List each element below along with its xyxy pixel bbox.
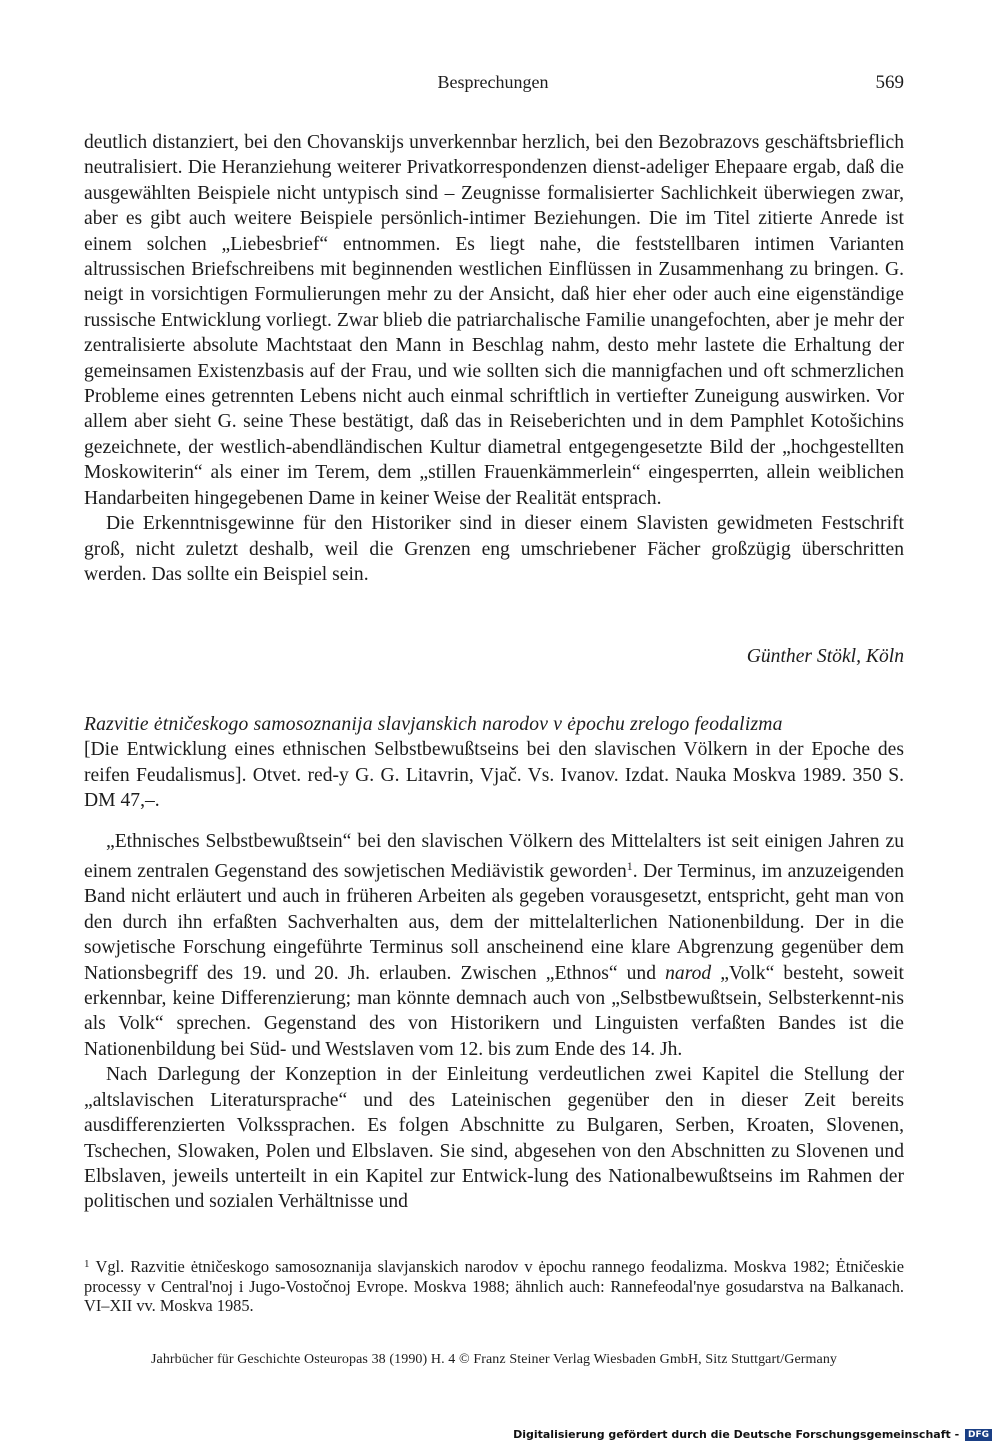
review2-heading — [84, 712, 904, 814]
footnote-mark: 1 — [84, 1258, 90, 1270]
review1-paragraph: Die Erkenntnisgewinne für den Historiker sind in dieser einem Slavisten gewidmeten Festschrift groß, nicht zuletzt deshalb, weil die Grenzen eng umschriebener Fächer großzügig überschritten werden. Das sollte ein Beispiel sein. — [84, 513, 904, 585]
running-title: Besprechungen — [437, 72, 549, 92]
book-title-first-word: Razvitie — [84, 714, 149, 735]
review2-text: „Volk“ besteht, soweit erkennbar, keine Differenzierung; man könnte demnach auch von „Selbstbewußtsein, Selbsterkennt-nis als Volk“ sprechen. Gegenstand des von Historikern und Linguisten verfaßten Bandes ist die Nationenbildung bei Süd- und Westslaven vom 12. bis zum Ende des 14. Jh. — [84, 962, 904, 1060]
review1-body — [84, 130, 904, 587]
book-title: ėtničeskogo samosoznanija slavjanskich narodov v ėpochu zrelogo feodalizma — [148, 714, 783, 735]
dfg-credit — [513, 1428, 992, 1441]
page-number: 569 — [875, 72, 904, 93]
journal-citation-footer: Jahrbücher für Geschichte Osteuropas 38 (1990) H. 4 © Franz Steiner Verlag Wiesbaden GmbH, Sitz Stuttgart/Germany — [150, 1352, 838, 1367]
review2-italic-term: narod — [665, 962, 712, 984]
review2 — [84, 712, 904, 1215]
running-head — [82, 72, 904, 98]
footnote-ref: 1 — [626, 859, 633, 874]
reviewer-signature: Günther Stökl, Köln — [746, 646, 904, 667]
review2-paragraph — [84, 829, 904, 1063]
review2-text: . Der Terminus, im anzuzeigenden Band nicht erläutert und auch in früheren Arbeiten als gegeben vorausgesetzt, entspricht, geht man von den durch ihn erfaßten Sachverhalten aus, dem der mittelalterlichen Nationenbildung. Der in die sowjetische Forschung eingeführte Terminus soll anscheinend eine klare Abgrenzung gegenüber dem Nationsbegriff des 19. und 20. Jh. erlauben. Zwischen „Ethnos“ und — [84, 861, 904, 984]
review2-paragraph: Nach Darlegung der Konzeption in der Einleitung verdeutlichen zwei Kapitel die Stellung der „altslavischen Literatursprache“ und des Lateinischen gegenüber den in dieser Zeit bereits ausdifferenzierten Volkssprachen. Es folgen Abschnitte zu Bulgaren, Serben, Kroaten, Slovenen, Tschechen, Slowaken, Polen und Elbslaven. Sie sind, abgesehen von den Abschnitten zu Slovenen und Elbslaven, jeweils unterteilt in ein Kapitel zur Entwick-lung des Nationalbewußtseins im Rahmen der politischen und sozialen Verhältnisse und — [84, 1064, 904, 1213]
dfg-credit-text: Digitalisierung gefördert durch die Deutsche Forschungsgemeinschaft - — [513, 1428, 960, 1441]
footnote-text: Vgl. Razvitie ėtničeskogo samosoznanija slavjanskich narodov v ėpochu rannego feodalizma. Moskva 1982; Ėtničeskie processy v Central'noj i Jugo-Vostočnoj Evrope. Moskva 1988; ähnlich auch: Rannefeodal'nye gosudarstva na Balkanach. VI–XII vv. Moskva 1985. — [84, 1257, 904, 1315]
dfg-logo-icon: DFG — [965, 1429, 992, 1441]
footnote — [84, 1255, 904, 1316]
review2-text: „Ethnisches Selbstbewußtsein“ bei den slavischen Völkern des Mittelalters ist seit einigen Jahren zu einem zentralen Gegenstand des sowjetischen Mediävistik geworden — [84, 830, 904, 883]
review1-paragraph: deutlich distanziert, bei den Chovanskijs unverkennbar herzlich, bei den Bezobrazovs geschäftsbrieflich neutralisiert. Die Heranziehung weiterer Privatkorrespondenzen dienst-adeliger Ehepaare ergab, daß die ausgewählten Beispiele nicht untypisch sind – Zeugnisse formalisierter Sachlichkeit überwiegen zwar, aber es gibt auch weitere Beispiele persönlich-intimer Beziehungen. Die im Titel zitierte Anrede ist einem solchen „Liebesbrief“ entnommen. Es liegt nahe, die feststellbaren intimen Varianten altrussischen Briefschreibens mit beginnenden westlichen Einflüssen in Zusammenhang zu bringen. G. neigt in vorsichtigen Formulierungen mehr zu der Ansicht, daß hier eher oder auch eine eigenständige russische Entwicklung vorliegt. Zwar blieb die patriarchalische Familie unangefochten, aber je mehr der zentralisierte absolute Machtstaat den Mann in Beschlag nahm, desto mehr lastete die Erhaltung der gemeinsamen Existenzbasis auf der Frau, und wie sollten sich die mannigfachen und oft schmerzlichen Probleme eines getrennten Lebens nicht auch einmal schriftlich in vertiefter Zuneigung auswirken. Vor allem aber sieht G. seine These bestätigt, daß das in Reiseberichten und in dem Pamphlet Kotošichins gezeichnete, der westlich-abendländischen Kultur diametral entgegengesetzte Bild der „hochgestellten Moskowiterin“ als einer im Terem, dem „stillen Frauenkämmerlein“ eingesperrten, allein weiblichen Handarbeiten hingegebenen Dame in keiner Weise der Realität entsprach. — [84, 132, 904, 509]
book-bibliography: [Die Entwicklung eines ethnischen Selbstbewußtseins bei den slavischen Völkern in der Epoche des reifen Feudalismus]. Otvet. red-y G. G. Litavrin, Vjač. Vs. Ivanov. Izdat. Nauka Moskva 1989. 350 S. DM 47,–. — [84, 739, 904, 812]
